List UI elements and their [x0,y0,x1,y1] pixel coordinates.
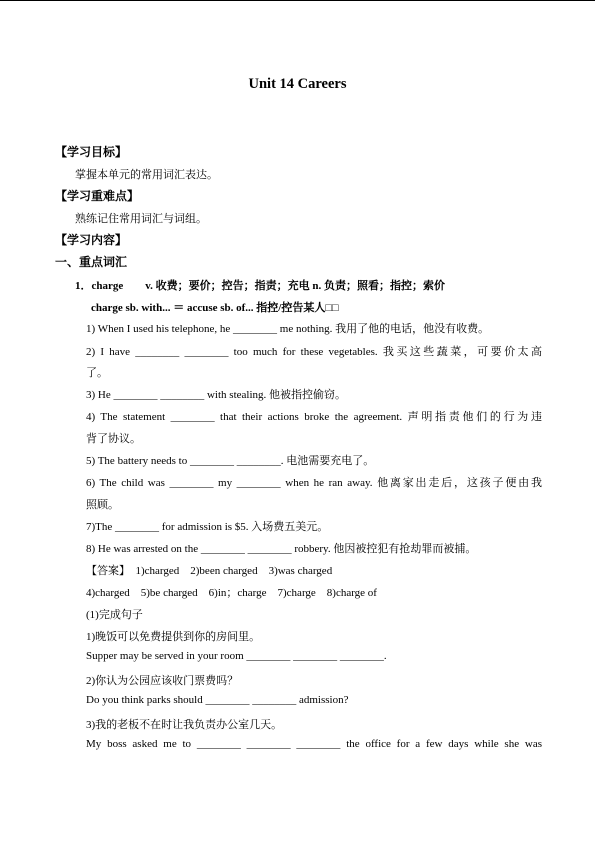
complete-line: 1)晚饭可以免费提供到你的房间里。 [86,631,261,643]
word-entry: 1．charge v. 收费；要价；控告；指责；充电 n. 负责；照看；指控；索价 [75,280,446,292]
section-heading: 一、重点词汇 [55,255,128,269]
exercise-line: 3) He ________ ________ with stealing. 他被指控偷窃。 [86,389,347,401]
exercise-line: 7)The ________ for admission is $5. 入场费五美元。 [86,521,329,533]
goal-text: 掌握本单元的常用词汇表达。 [75,169,218,181]
answer-line: 4)charged 5)be charged 6)in；charge 7)charge 8)charge of [86,587,377,599]
page-title: Unit 14 Careers [248,76,347,92]
exercise-line: 背了协议。 [86,433,141,445]
content-heading: 【学习内容】 [55,233,128,247]
exercise-line: 8) He was arrested on the ________ ________ robbery. 他因被控犯有抢劫罪而被捕。 [86,543,477,555]
word-phrase: charge sb. with... ＝ accuse sb. of... 指控/控告某人□□ [91,302,339,314]
complete-line: 2)你认为公园应该收门票费吗？ [86,675,239,687]
exercise-line: 照顾。 [86,499,119,511]
complete-heading: (1)完成句子 [86,609,143,621]
exercise-line: 6) The child was ________ my ________ when he ran away. 他离家出走后，这孩子便由我 [86,477,542,489]
top-rule [0,0,595,1]
goal-heading: 【学习目标】 [55,145,128,159]
complete-line: My boss asked me to ________ ________ ________ the office for a few days while she was [86,738,542,750]
complete-line: Do you think parks should ________ ________ admission? [86,694,349,706]
exercise-line: 5) The battery needs to ________ ________. 电池需要充电了。 [86,455,375,467]
key-points-heading: 【学习重难点】 [55,189,140,203]
exercise-line: 4) The statement ________ that their actions broke the agreement. 声明指责他们的行为违 [86,411,542,423]
exercise-line: 1) When I used his telephone, he ________ me nothing. 我用了他的电话，他没有收费。 [86,323,490,335]
complete-line: Supper may be served in your room ________ ________ ________. [86,650,387,662]
answer-line: 【答案】 1)charged 2)been charged 3)was charged [86,565,333,577]
exercise-line: 了。 [86,367,108,379]
complete-line: 3)我的老板不在时让我负责办公室几天。 [86,719,283,731]
exercise-line: 2) I have ________ ________ too much for these vegetables. 我买这些蔬菜，可要价太高 [86,346,542,358]
key-points-text: 熟练记住常用词汇与词组。 [75,213,207,225]
